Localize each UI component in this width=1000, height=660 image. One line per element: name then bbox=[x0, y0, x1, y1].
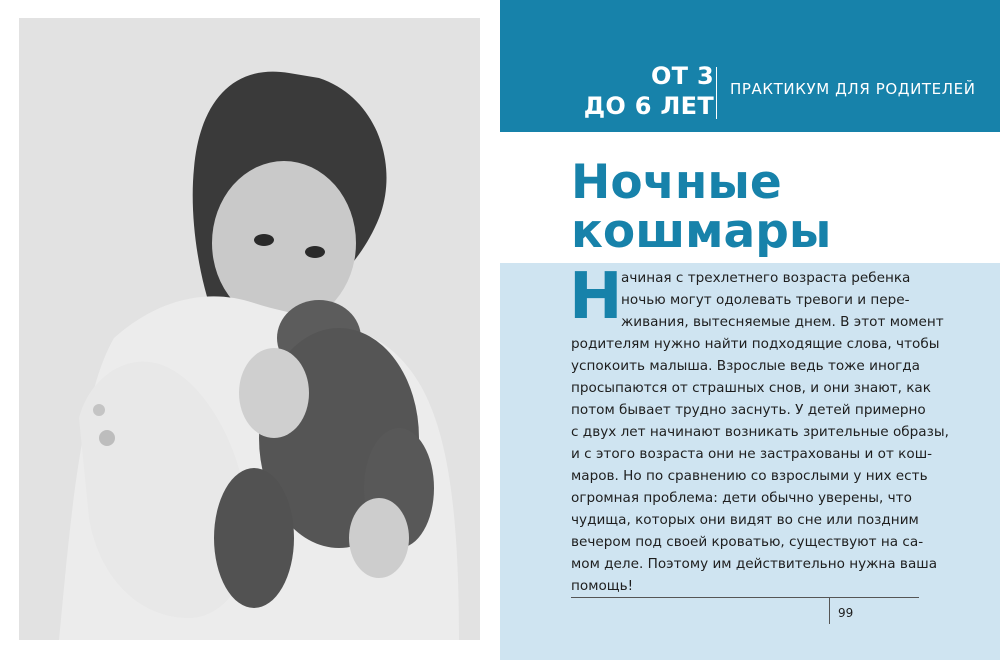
article-line: чудища, которых они видят во сне или поздним bbox=[571, 512, 919, 528]
article-line: вечером под своей кроватью, существуют на са- bbox=[571, 534, 924, 550]
age-range-line1: ОТ 3 bbox=[650, 62, 714, 90]
drop-cap: Н bbox=[569, 260, 623, 334]
article-line: просыпаются от страшных снов, и они знают, как bbox=[571, 380, 931, 396]
article-title-line2: кошмары bbox=[571, 204, 832, 259]
footer-rule bbox=[571, 597, 919, 598]
footer-divider bbox=[829, 598, 830, 624]
article-line: мом деле. Поэтому им действительно нужна ваша bbox=[571, 556, 938, 572]
header-divider bbox=[716, 67, 717, 119]
age-range-label bbox=[564, 61, 714, 121]
series-title: ПРАКТИКУМ ДЛЯ РОДИТЕЛЕЙ bbox=[730, 80, 976, 98]
photo-girl-with-teddy-bear bbox=[19, 18, 480, 640]
article-line: живания, вытесняемые днем. В этот момент bbox=[621, 314, 944, 330]
article-line: и с этого возраста они не застрахованы и от кош- bbox=[571, 446, 933, 462]
page-number: 99 bbox=[838, 606, 854, 620]
article-line: потом бывает трудно заснуть. У детей примерно bbox=[571, 402, 926, 418]
photo-illustration bbox=[19, 18, 480, 640]
article-line: успокоить малыша. Взрослые ведь тоже иногда bbox=[571, 358, 921, 374]
article-line: помощь! bbox=[571, 578, 634, 594]
article-title-line1: Ночные bbox=[571, 155, 782, 210]
article-line: огромная проблема: дети обычно уверены, что bbox=[571, 490, 912, 506]
article-line: с двух лет начинают возникать зрительные образы, bbox=[571, 424, 949, 440]
header-band bbox=[500, 0, 1000, 132]
age-range-line2: ДО 6 ЛЕТ bbox=[583, 92, 714, 120]
article-line: ачиная с трехлетнего возраста ребенка bbox=[621, 270, 911, 286]
article-title bbox=[571, 155, 981, 259]
article-line: маров. Но по сравнению со взрослыми у них есть bbox=[571, 468, 928, 484]
article-line: родителям нужно найти подходящие слова, чтобы bbox=[571, 336, 940, 352]
article-line: ночью могут одолевать тревоги и пере- bbox=[621, 292, 910, 308]
